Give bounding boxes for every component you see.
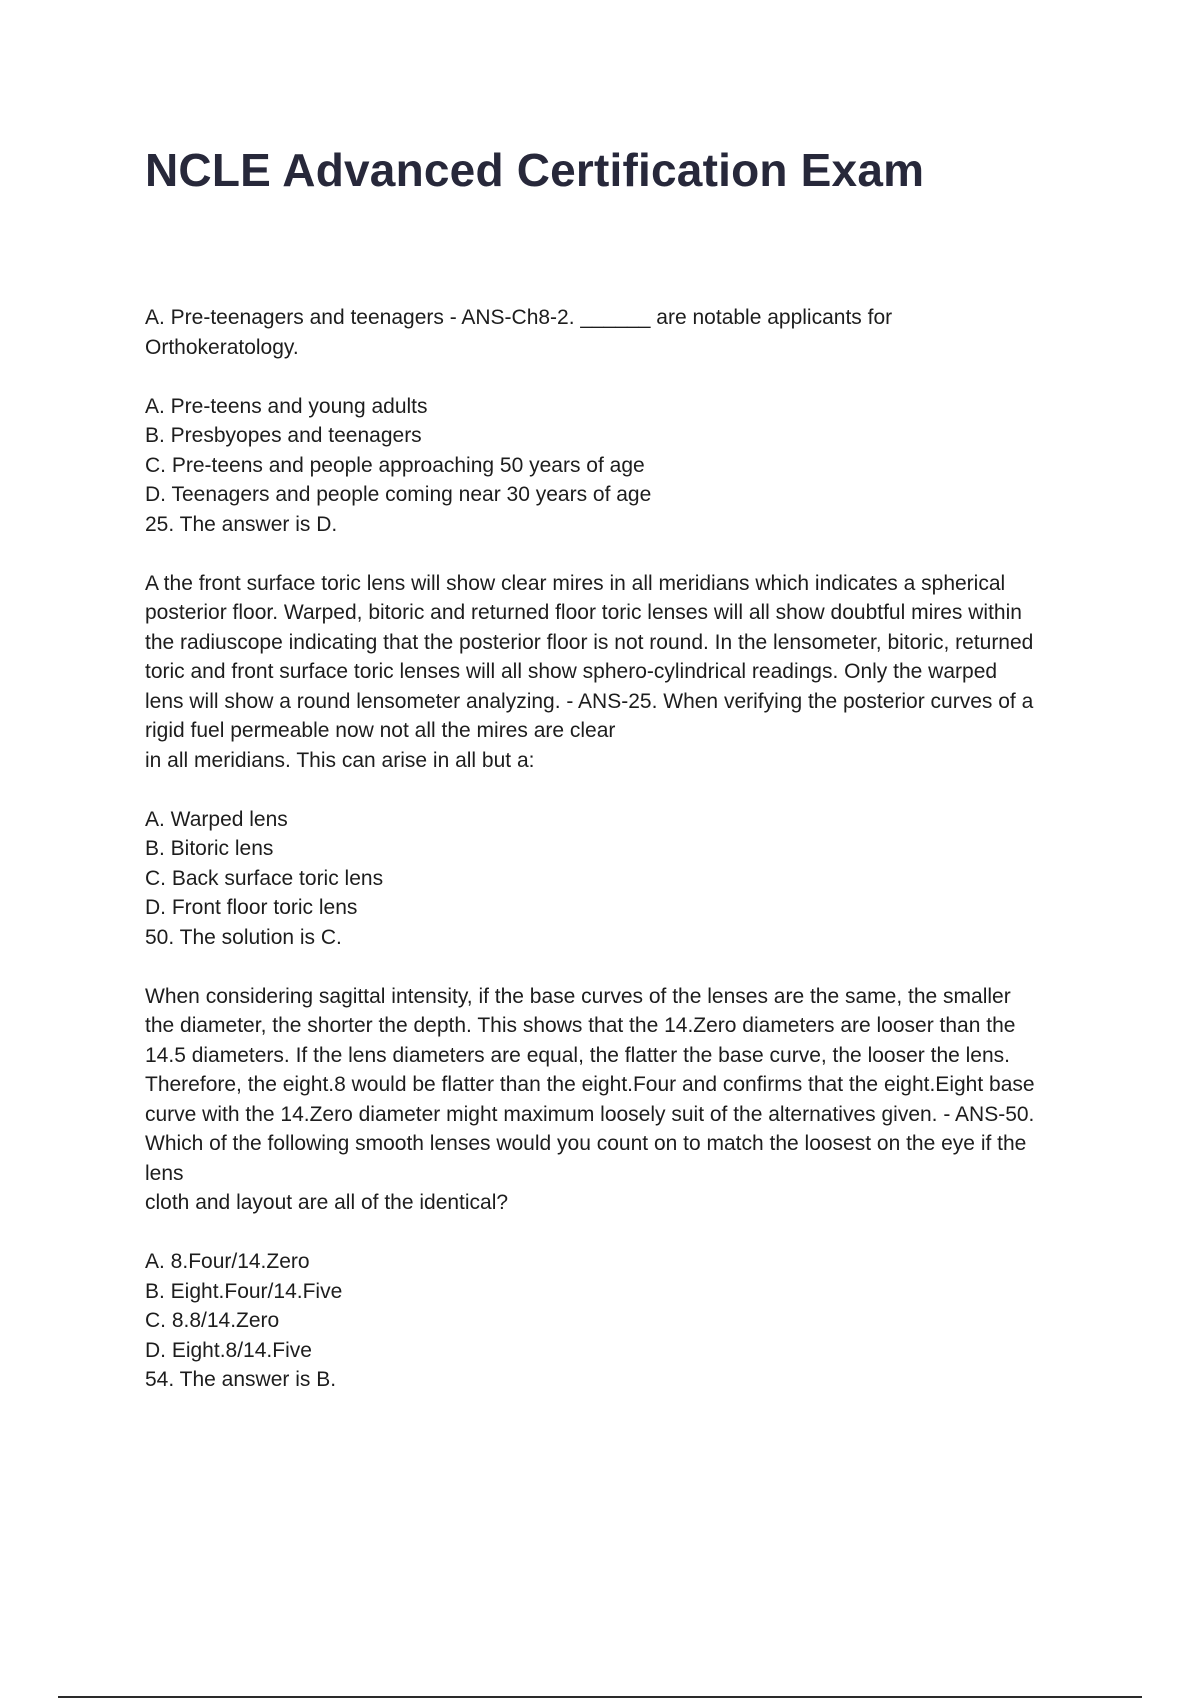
text-line: toric and front surface toric lenses will all show sphero-cylindrical readings. Only the warped bbox=[145, 660, 998, 683]
option-d: D. Eight.8/14.Five bbox=[145, 1338, 312, 1362]
option-b: B. Eight.Four/14.Five bbox=[145, 1279, 343, 1303]
option-a: A. 8.Four/14.Zero bbox=[145, 1250, 310, 1273]
answer-line: 50. The solution is C. bbox=[145, 925, 342, 949]
answer-options-list bbox=[145, 805, 1095, 953]
option-a: A. Warped lens bbox=[145, 807, 288, 831]
option-c: C. Back surface toric lens bbox=[145, 866, 384, 890]
text-line: rigid fuel permeable now not all the mires are clear bbox=[145, 719, 616, 742]
option-a: A. Pre-teens and young adults bbox=[145, 394, 428, 418]
answer-options-list bbox=[145, 1247, 1095, 1395]
text-line: the radiuscope indicating that the posterior floor is not round. In the lensometer, bitoric, returned bbox=[145, 630, 1034, 654]
document-body bbox=[145, 303, 1095, 1424]
text-line: the diameter, the shorter the depth. This shows that the 14.Zero diameters are looser than the bbox=[145, 1014, 1016, 1037]
text-line: Therefore, the eight.8 would be flatter than the eight.Four and confirms that the eight.Eight base bbox=[145, 1073, 1035, 1096]
text-line: in all meridians. This can arise in all but a: bbox=[145, 748, 535, 772]
text-line: cloth and layout are all of the identical? bbox=[145, 1191, 509, 1214]
text-line: A the front surface toric lens will show clear mires in all meridians which indicates a spherical bbox=[145, 571, 1006, 595]
text-line: posterior floor. Warped, bitoric and returned floor toric lenses will all show doubtful mires within bbox=[145, 601, 1022, 624]
text-line: When considering sagittal intensity, if the base curves of the lenses are the same, the smaller bbox=[145, 984, 1011, 1008]
option-c: C. 8.8/14.Zero bbox=[145, 1309, 280, 1332]
page-title: NCLE Advanced Certification Exam bbox=[145, 144, 925, 196]
text-line: A. Pre-teenagers and teenagers - ANS-Ch8-2. ______ are notable applicants for bbox=[145, 306, 893, 329]
answer-line: 54. The answer is B. bbox=[145, 1368, 337, 1391]
text-line: lens will show a round lensometer analyzing. - ANS-25. When verifying the posterior curves of a bbox=[145, 689, 1034, 713]
option-c: C. Pre-teens and people approaching 50 years of age bbox=[145, 453, 645, 477]
text-line: Which of the following smooth lenses would you count on to match the loosest on the eye if the bbox=[145, 1132, 1027, 1155]
text-line: 14.5 diameters. If the lens diameters are equal, the flatter the base curve, the looser the lens. bbox=[145, 1043, 1010, 1067]
option-b: B. Presbyopes and teenagers bbox=[145, 424, 422, 447]
text-line: curve with the 14.Zero diameter might maximum loosely suit of the alternatives given. - ANS-50. bbox=[145, 1102, 1035, 1126]
question-intro-paragraph bbox=[145, 303, 1095, 362]
explanation-paragraph bbox=[145, 569, 1095, 776]
text-line: Orthokeratology. bbox=[145, 335, 299, 359]
text-line: lens bbox=[145, 1161, 184, 1185]
option-d: D. Teenagers and people coming near 30 years of age bbox=[145, 483, 652, 506]
answer-line: 25. The answer is D. bbox=[145, 512, 338, 536]
explanation-paragraph bbox=[145, 982, 1095, 1218]
footer-divider bbox=[58, 1696, 1142, 1698]
answer-options-list bbox=[145, 392, 1095, 540]
option-d: D. Front floor toric lens bbox=[145, 896, 358, 919]
option-b: B. Bitoric lens bbox=[145, 837, 274, 860]
